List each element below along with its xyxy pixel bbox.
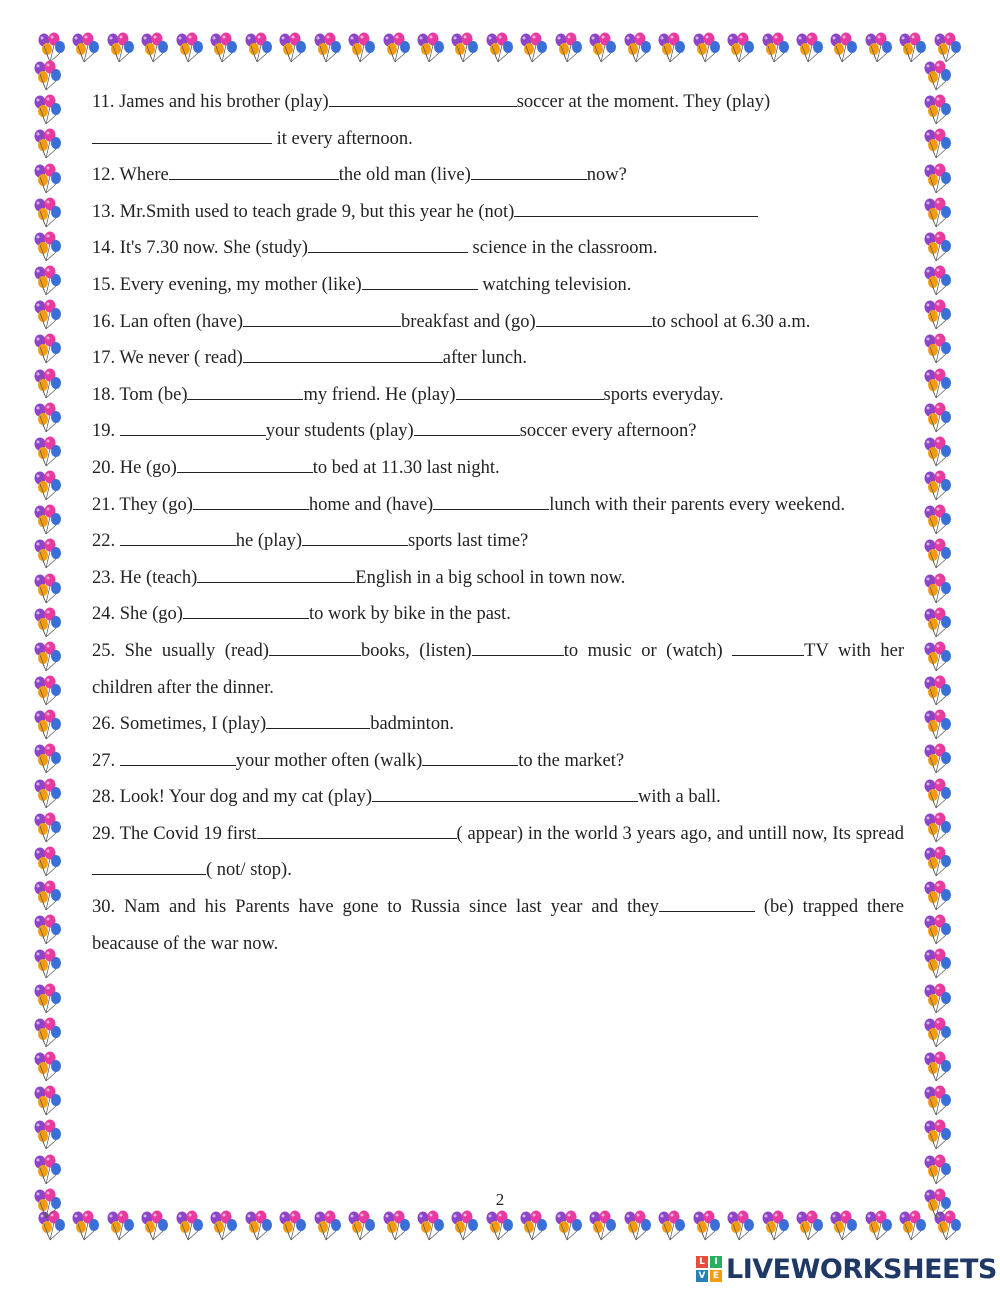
balloon-icon xyxy=(32,231,64,263)
balloon-icon xyxy=(863,32,895,64)
answer-blank[interactable] xyxy=(243,345,443,363)
balloon-icon xyxy=(863,1210,895,1242)
balloon-icon xyxy=(656,1210,688,1242)
balloon-icon xyxy=(32,1017,64,1049)
balloon-icon xyxy=(518,32,550,64)
answer-blank[interactable] xyxy=(329,89,517,107)
balloon-icon xyxy=(922,812,954,844)
balloon-border-left xyxy=(32,60,68,1220)
balloon-icon xyxy=(243,1210,275,1242)
page-number: 2 xyxy=(495,1190,505,1209)
balloon-icon xyxy=(553,1210,585,1242)
balloon-icon xyxy=(828,32,860,64)
balloon-icon xyxy=(922,1017,954,1049)
balloon-icon xyxy=(70,1210,102,1242)
answer-blank[interactable] xyxy=(120,418,266,436)
balloon-icon xyxy=(922,368,954,400)
balloon-icon xyxy=(70,32,102,64)
balloon-icon xyxy=(449,1210,481,1242)
balloon-icon xyxy=(760,32,792,64)
question-19: 19. your students (play) soccer every afternoon? xyxy=(92,413,904,450)
balloon-icon xyxy=(346,32,378,64)
balloon-icon xyxy=(32,675,64,707)
balloon-icon xyxy=(922,60,954,92)
answer-blank[interactable] xyxy=(414,418,520,436)
balloon-icon xyxy=(922,197,954,229)
balloon-icon xyxy=(922,333,954,365)
answer-blank[interactable] xyxy=(120,528,236,546)
balloon-icon xyxy=(32,197,64,229)
balloon-icon xyxy=(922,128,954,160)
balloon-border-right xyxy=(922,60,958,1220)
answer-blank[interactable] xyxy=(732,638,804,656)
balloon-icon xyxy=(922,538,954,570)
balloon-icon xyxy=(346,1210,378,1242)
balloon-icon xyxy=(381,1210,413,1242)
answer-blank[interactable] xyxy=(92,126,272,144)
balloon-border-bottom xyxy=(36,1210,964,1246)
balloon-icon xyxy=(922,1085,954,1117)
balloon-icon xyxy=(32,607,64,639)
balloon-icon xyxy=(725,32,757,64)
balloon-icon xyxy=(828,1210,860,1242)
answer-blank[interactable] xyxy=(422,748,518,766)
question-16: 16. Lan often (have) breakfast and (go) to school at 6.30 a.m. xyxy=(92,304,904,341)
balloon-icon xyxy=(922,231,954,263)
question-22: 22. he (play) sports last time? xyxy=(92,523,904,560)
answer-blank[interactable] xyxy=(177,455,313,473)
balloon-icon xyxy=(587,32,619,64)
answer-blank[interactable] xyxy=(302,528,408,546)
balloon-icon xyxy=(312,1210,344,1242)
balloon-icon xyxy=(922,709,954,741)
balloon-icon xyxy=(312,32,344,64)
balloon-icon xyxy=(587,1210,619,1242)
balloon-icon xyxy=(922,743,954,775)
balloon-icon xyxy=(32,743,64,775)
balloon-icon xyxy=(32,914,64,946)
balloon-icon xyxy=(922,1051,954,1083)
question-21: 21. They (go) home and (have) lunch with their parents every weekend. xyxy=(92,487,904,524)
balloon-icon xyxy=(32,846,64,878)
balloon-icon xyxy=(449,32,481,64)
balloon-icon xyxy=(32,333,64,365)
answer-blank[interactable] xyxy=(472,638,564,656)
answer-blank[interactable] xyxy=(362,272,478,290)
balloon-icon xyxy=(32,709,64,741)
question-18: 18. Tom (be) my friend. He (play) sports everyday. xyxy=(92,377,904,414)
balloon-icon xyxy=(922,402,954,434)
answer-blank[interactable] xyxy=(183,601,309,619)
balloon-icon xyxy=(32,983,64,1015)
question-12: 12. Where the old man (live) now? xyxy=(92,157,904,194)
question-28: 28. Look! Your dog and my cat (play) with a ball. xyxy=(92,779,904,816)
question-13: 13. Mr.Smith used to teach grade 9, but this year he (not) xyxy=(92,194,904,231)
balloon-icon xyxy=(725,1210,757,1242)
balloon-icon xyxy=(922,1119,954,1151)
balloon-icon xyxy=(484,1210,516,1242)
balloon-icon xyxy=(922,299,954,331)
balloon-icon xyxy=(32,1051,64,1083)
balloon-icon xyxy=(922,778,954,810)
balloon-icon xyxy=(32,436,64,468)
balloon-icon xyxy=(922,1154,954,1186)
balloon-icon xyxy=(32,641,64,673)
answer-blank[interactable] xyxy=(456,382,604,400)
liveworksheets-logo xyxy=(696,1252,997,1286)
balloon-icon xyxy=(105,1210,137,1242)
balloon-icon xyxy=(922,573,954,605)
balloon-icon xyxy=(691,32,723,64)
balloon-icon xyxy=(32,402,64,434)
balloon-icon xyxy=(922,846,954,878)
balloon-icon xyxy=(518,1210,550,1242)
balloon-icon xyxy=(32,880,64,912)
balloon-icon xyxy=(760,1210,792,1242)
balloon-icon xyxy=(139,32,171,64)
balloon-icon xyxy=(208,32,240,64)
answer-blank[interactable] xyxy=(659,894,755,912)
balloon-icon xyxy=(691,1210,723,1242)
balloon-icon xyxy=(922,504,954,536)
balloon-icon xyxy=(32,538,64,570)
balloon-icon xyxy=(32,573,64,605)
balloon-icon xyxy=(922,948,954,980)
balloon-icon xyxy=(794,32,826,64)
answer-blank[interactable] xyxy=(433,492,549,510)
balloon-icon xyxy=(105,32,137,64)
balloon-icon xyxy=(139,1210,171,1242)
balloon-icon xyxy=(415,32,447,64)
question-23: 23. He (teach) English in a big school in town now. xyxy=(92,560,904,597)
answer-blank[interactable] xyxy=(120,748,236,766)
answer-blank[interactable] xyxy=(372,784,638,802)
answer-blank[interactable] xyxy=(266,711,370,729)
balloon-icon xyxy=(32,812,64,844)
balloon-icon xyxy=(32,778,64,810)
balloon-icon xyxy=(32,1154,64,1186)
balloon-icon xyxy=(32,1085,64,1117)
question-25: 25. She usually (read) books, (listen) to music or (watch) TV with her children after the dinner. xyxy=(92,633,904,706)
balloon-icon xyxy=(208,1210,240,1242)
balloon-icon xyxy=(174,32,206,64)
question-27: 27. your mother often (walk) to the market? xyxy=(92,743,904,780)
question-14: 14. It's 7.30 now. She (study) science in the classroom. xyxy=(92,230,904,267)
balloon-icon xyxy=(553,32,585,64)
balloon-icon xyxy=(922,914,954,946)
question-30: 30. Nam and his Parents have gone to Russia since last year and they (be) trapped there beacause of the war now. xyxy=(92,889,904,962)
exercise-list xyxy=(92,84,904,962)
answer-blank[interactable] xyxy=(257,821,457,839)
balloon-icon xyxy=(922,880,954,912)
balloon-icon xyxy=(32,265,64,297)
question-26: 26. Sometimes, I (play) badminton. xyxy=(92,706,904,743)
answer-blank[interactable] xyxy=(308,235,468,253)
balloon-icon xyxy=(32,504,64,536)
balloon-border-top xyxy=(36,32,964,68)
balloon-icon xyxy=(277,1210,309,1242)
question-24: 24. She (go) to work by bike in the past. xyxy=(92,596,904,633)
answer-blank[interactable] xyxy=(471,162,587,180)
balloon-icon xyxy=(622,32,654,64)
balloon-icon xyxy=(32,1119,64,1151)
balloon-icon xyxy=(622,1210,654,1242)
balloon-icon xyxy=(32,368,64,400)
balloon-icon xyxy=(415,1210,447,1242)
balloon-icon xyxy=(32,94,64,126)
balloon-icon xyxy=(922,470,954,502)
balloon-icon xyxy=(174,1210,206,1242)
answer-blank[interactable] xyxy=(269,638,361,656)
answer-blank[interactable] xyxy=(193,492,309,510)
balloon-icon xyxy=(922,94,954,126)
logo-text: LIVEWORKSHEETS xyxy=(726,1253,997,1285)
answer-blank[interactable] xyxy=(197,565,355,583)
question-11: 11. James and his brother (play) soccer at the moment. They (play) it every afternoon. xyxy=(92,84,904,157)
balloon-icon xyxy=(922,641,954,673)
balloon-icon xyxy=(794,1210,826,1242)
balloon-icon xyxy=(656,32,688,64)
answer-blank[interactable] xyxy=(169,162,339,180)
balloon-icon xyxy=(381,32,413,64)
balloon-icon xyxy=(32,163,64,195)
balloon-icon xyxy=(277,32,309,64)
question-17: 17. We never ( read) after lunch. xyxy=(92,340,904,377)
balloon-icon xyxy=(922,983,954,1015)
logo-mark-icon: L I V E xyxy=(696,1256,722,1282)
balloon-icon xyxy=(32,470,64,502)
question-20: 20. He (go) to bed at 11.30 last night. xyxy=(92,450,904,487)
answer-blank[interactable] xyxy=(243,309,401,327)
balloon-icon xyxy=(922,163,954,195)
balloon-icon xyxy=(922,607,954,639)
answer-blank[interactable] xyxy=(187,382,303,400)
balloon-icon xyxy=(484,32,516,64)
balloon-icon xyxy=(32,948,64,980)
answer-blank[interactable] xyxy=(514,199,758,217)
balloon-icon xyxy=(922,436,954,468)
answer-blank[interactable] xyxy=(536,309,652,327)
question-15: 15. Every evening, my mother (like) watching television. xyxy=(92,267,904,304)
answer-blank[interactable] xyxy=(92,857,206,875)
balloon-icon xyxy=(922,265,954,297)
balloon-icon xyxy=(922,675,954,707)
balloon-icon xyxy=(32,128,64,160)
balloon-icon xyxy=(243,32,275,64)
balloon-icon xyxy=(32,60,64,92)
balloon-icon xyxy=(32,299,64,331)
question-29: 29. The Covid 19 first ( appear) in the world 3 years ago, and untill now, Its spread ( not/ stop). xyxy=(92,816,904,889)
